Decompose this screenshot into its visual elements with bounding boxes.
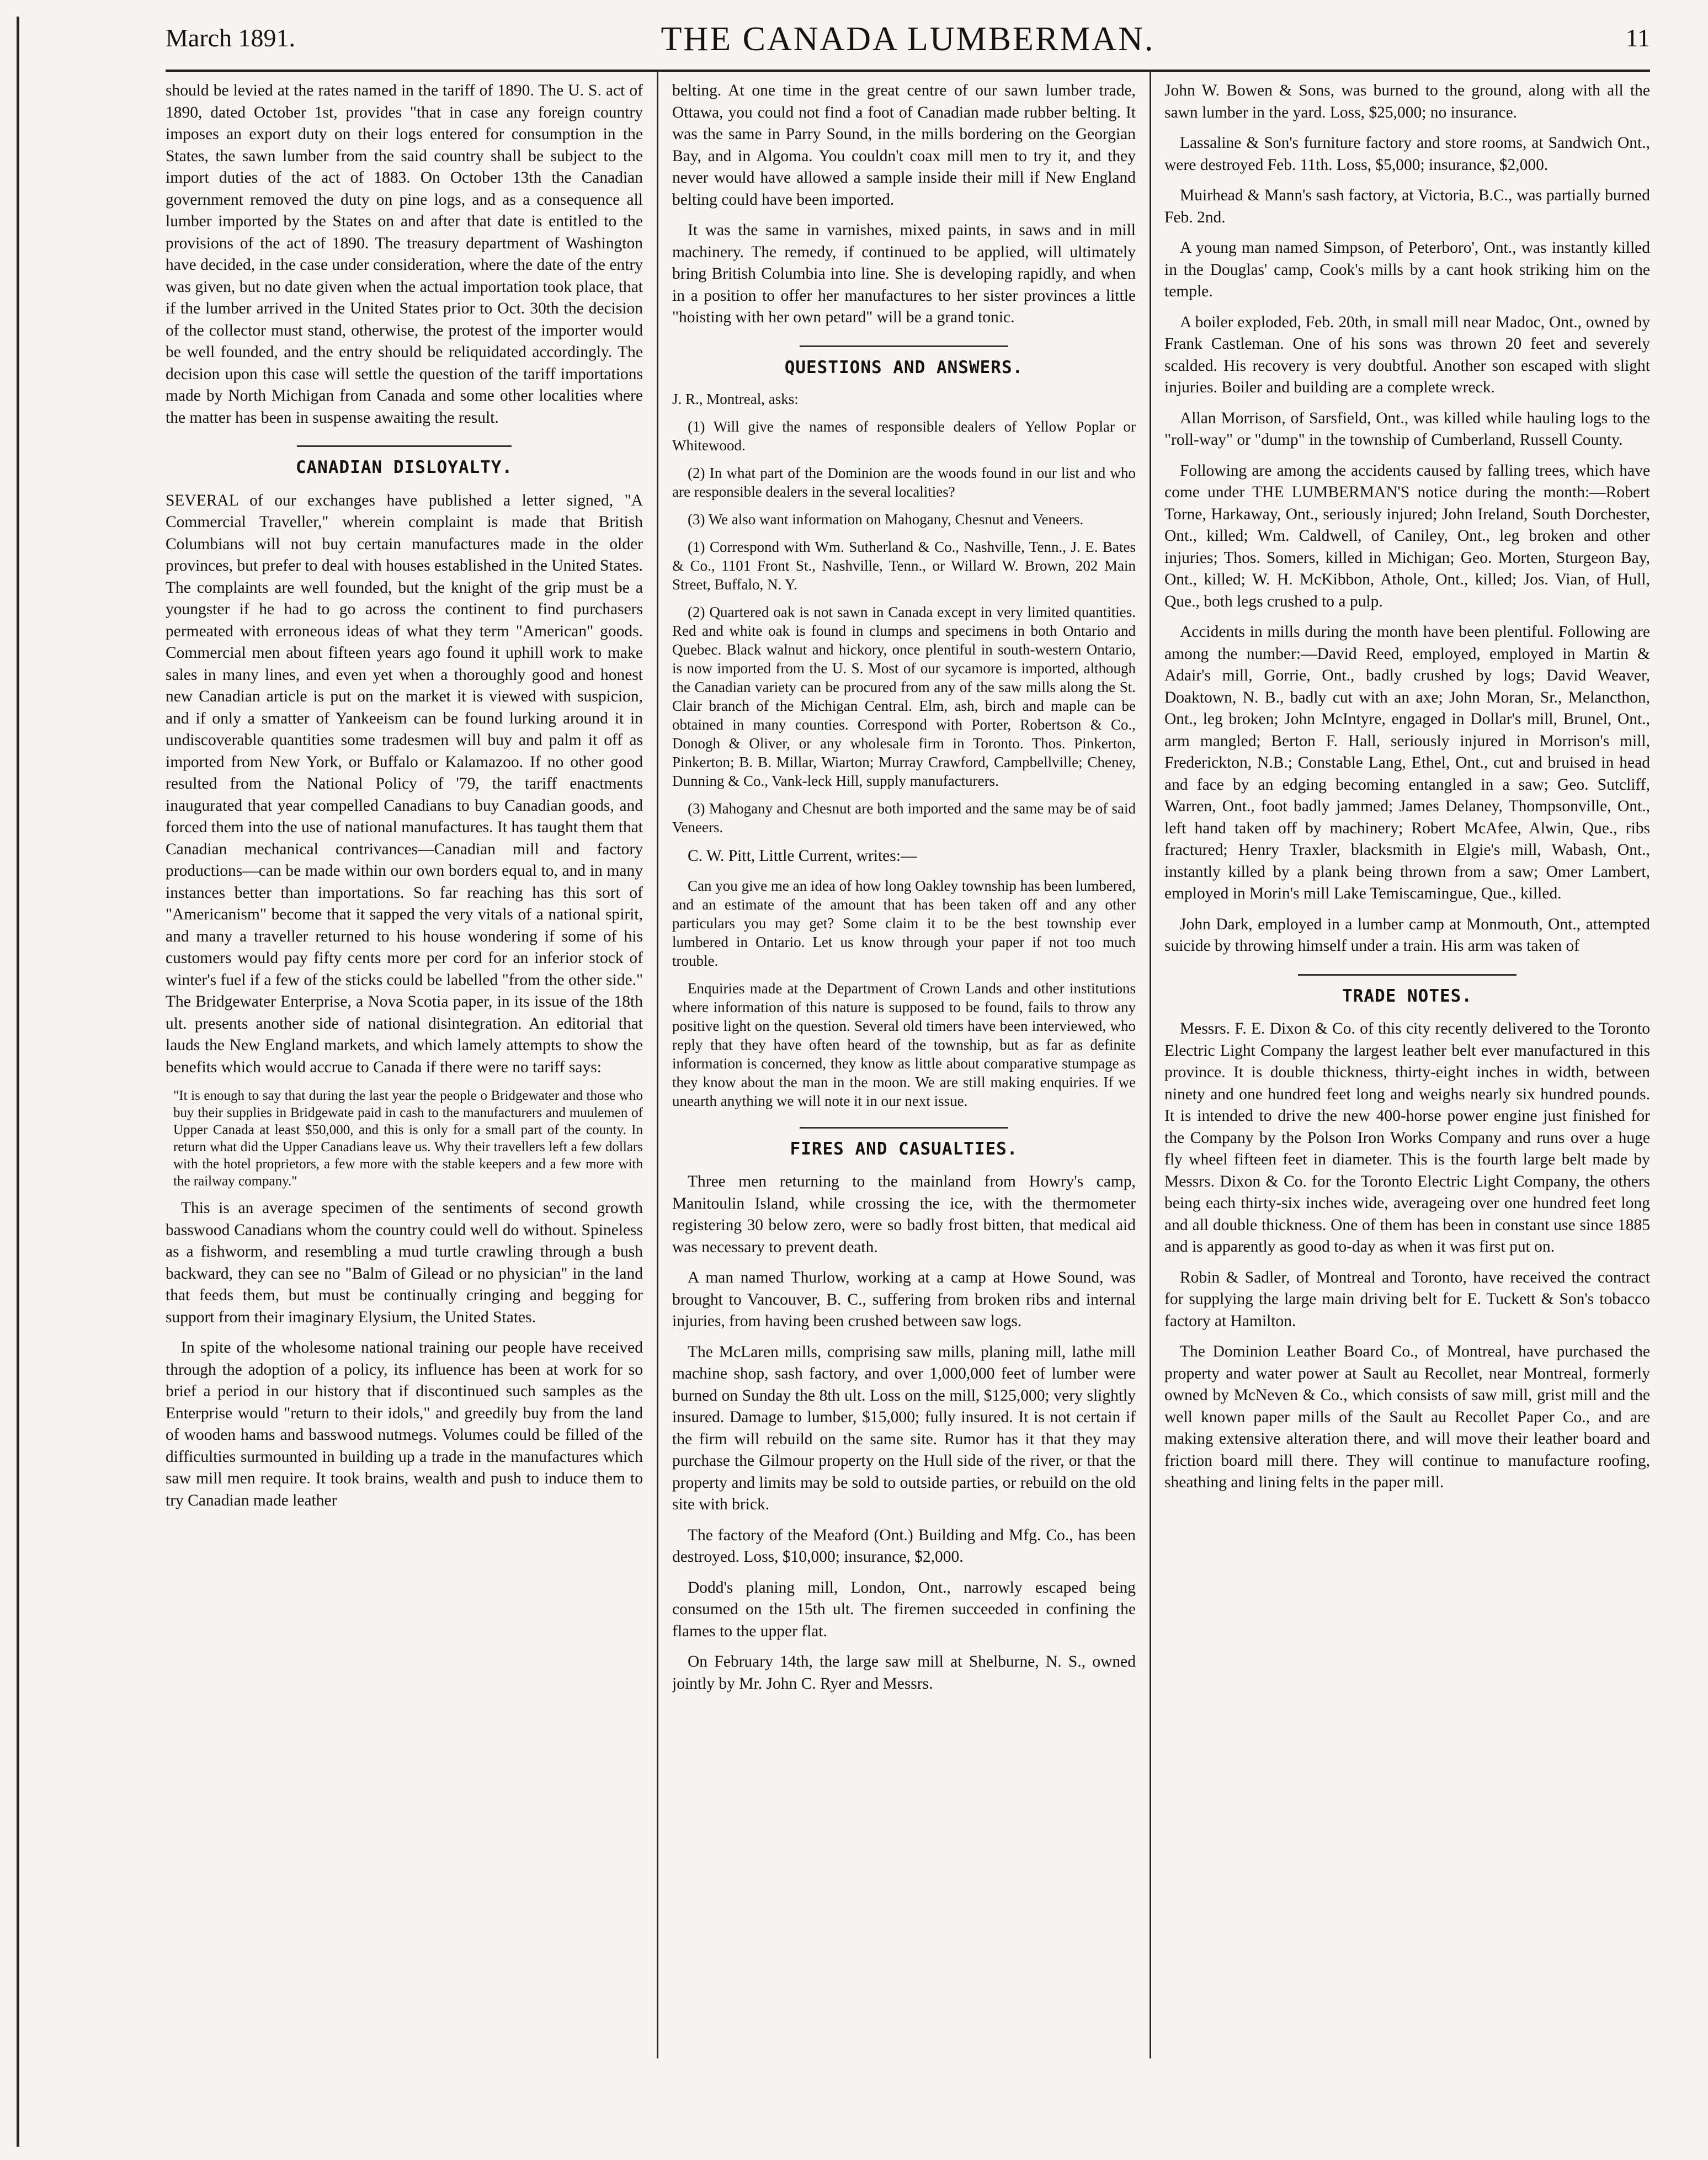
- casualty-paragraph: On February 14th, the large saw mill at Shelburne, N. S., owned jointly by Mr. John C. Ryer and Messrs.: [672, 1653, 1136, 1693]
- casualty-paragraph: Dodd's planing mill, London, Ont., narrowly escaped being consumed on the 15th ult. The firemen succeeded in confining the flames to the upper flat.: [672, 1578, 1136, 1640]
- disloyalty-paragraph: SEVERAL of our exchanges have published a letter signed, "A Commercial Traveller," wherein complaint is made that British Columbians will not buy certain manufactures made in the older provinces, but prefer to deal with houses established in the United States. The complaints are well founded, but the knight of the grip must be a youngster if he had to go across the continent to find purchasers permeated with erroneous ideas of what they term "American" goods. Commercial men about fifteen years ago found it uphill work to make sales in many lines, and even yet when a thoroughly good and honest new Canadian article is put on the market it is viewed with suspicion, and if only a smatter of Yankeeism can be found lurking around it in undiscoverable quantities some tradesmen will buy and palm it off as imported from New York, or Buffalo or Kalamazoo. If no other good resulted from the National Policy of '79, the tariff enactments inaugurated that year compelled Canadians to buy Canadian goods, and forced them into the use of national manufactures. It has taught them that Canadian mechanical contrivances—Canadian mill and factory productions—can be made within our own borders equal to, and in many instances better than importations. So far reaching has this sort of "Americanism" become that it sapped the very vitals of a national spirit, and many a traveller returned to his house wondering if some of his customers would pay fifty cents more per cord for an inferior stock of winter's fuel if a few of the sticks could be labelled "from the other side." The Bridgewater Enterprise, a Nova Scotia paper, in its issue of the 18th ult. presents another side of national disintegration. An editorial that lauds the New England markets, and which lamely attempts to show the benefits which would accrue to Canada if there were no tariff says:: [166, 491, 643, 1076]
- casualty-paragraph: A young man named Simpson, of Peterboro', Ont., was instantly killed in the Douglas' camp, Cook's mills by a cant hook striking him on the temple.: [1164, 239, 1650, 300]
- answer-item: Enquiries made at the Department of Crown Lands and other institutions where information of this nature is supposed to be found, fails to throw any positive light on the question. Several old timers have been interviewed, who reply that they have often heard of the township, but as far as definite information is concerned, they know as little about comparative stumpage as they know about the man in the moon. We are still making enquiries. If we unearth anything we will note it in our next issue.: [672, 980, 1136, 1109]
- casualty-paragraph: John W. Bowen & Sons, was burned to the ground, along with all the sawn lumber in the yard. Loss, $25,000; no insurance.: [1164, 82, 1650, 121]
- casualty-paragraph: The McLaren mills, comprising saw mills, planing mill, lathe mill machine shop, sash factory, and over 1,000,000 feet of lumber were burned on Sunday the 8th ult. Loss on the mill, $125,000; very slightly insured. Damage to lumber, $15,000; fully insured. It is not certain if the firm will rebuild on the same site. Rumor has it that they may purchase the Gilmour property on the Hull side of the river, or that the property and limits may be sold to outside parties, or rebuild on the old site with brick.: [672, 1343, 1136, 1513]
- heading-canadian-disloyalty: CANADIAN DISLOYALTY.: [166, 445, 643, 479]
- answer-item: (1) Correspond with Wm. Sutherland & Co., Nashville, Tenn., J. E. Bates & Co., 1101 Front St., Nashville, Tenn., or Willard W. Brown, 202 Main Street, Buffalo, N. Y.: [672, 539, 1136, 593]
- belting-paragraph: belting. At one time in the great centre of our sawn lumber trade, Ottawa, you could not find a foot of Canadian made rubber belting. It was the same in Parry Sound, in the mills bordering on the Georgian Bay, and in Algoma. You couldn't coax mill men to try it, and they never would have allowed a sample inside their mill if New England belting could have been imported.: [672, 82, 1136, 209]
- column-divider: [1150, 72, 1151, 2058]
- column-3: [1164, 80, 1650, 2058]
- issue-date: March 1891.: [166, 24, 296, 52]
- question-item: (2) In what part of the Dominion are the woods found in our list and who are responsible dealers in the several localities?: [672, 465, 1136, 500]
- casualty-paragraph: Three men returning to the mainland from Howry's camp, Manitoulin Island, while crossing the ice, with the thermometer registering 30 below zero, were so badly frost bitten, that medical aid was necessary to prevent death.: [672, 1173, 1136, 1256]
- casualty-paragraph: Accidents in mills during the month have been plentiful. Following are among the number:—David Reed, employed, employed in Martin & Adair's mill, Gorrie, Ont., badly crushed by logs; David Weaver, Doaktown, N. B., badly cut with an axe; John Moran, Sr., Melancthon, Ont., leg broken; John McIntyre, engaged in Dollar's mill, Brunel, Ont., arm mangled; Berton F. Hall, seriously injured in Morrison's mill, Frederickton, N.B.; Constable Lang, Ethel, Ont., cut and bruised in head and face by an edging becoming entangled in a saw; Geo. Sutcliff, Warren, Ont., foot badly jammed; James Delaney, Thompsonville, Ont., left hand taken off by machinery; Robert McAfee, Alwin, Que., ribs fractured; Henry Traxler, blacksmith in Elgie's mill, Wabash, Ont., instantly killed by a plank being thrown from a saw; Omer Lambert, employed in Morin's mill Lake Temiscamingue, Que., killed.: [1164, 623, 1650, 902]
- disloyalty-paragraph: In spite of the wholesome national training our people have received through the adoption of a policy, its influence has been at work for so brief a period in our history that if discontinued such samples as the Enterprise would "return to their idols," and greedily buy from the land of wooden hams and basswood nutmegs. Volumes could be filled of the difficulties surmounted in building up a trade in the manufactures which saw mill men require. It took brains, wealth and push to induce them to try Canadian made leather: [166, 1339, 643, 1509]
- question-intro: C. W. Pitt, Little Current, writes:—: [688, 847, 917, 865]
- casualty-paragraph: Following are among the accidents caused by falling trees, which have come under THE LUMBERMAN'S notice during the month:—Robert Torne, Harkaway, Ont., seriously injured; John Ireland, South Dorchester, Ont., killed; Wm. Caldwell, of Caniley, Ont., leg broken and other injuries; Thos. Somers, killed in Michigan; Geo. Morten, Sturgeon Bay, Ont., killed; W. H. McKibbon, Athole, Ont., killed; Jos. Vian, of Hull, Que., both legs crushed to a pulp.: [1164, 461, 1650, 610]
- tariff-paragraph: should be levied at the rates named in the tariff of 1890. The U. S. act of 1890, dated October 1st, provides "that in case any foreign country imposes an export duty on their logs entered for consumption in the States, the sawn lumber from the said country shall be subject to the import duties of the act of 1883. On October 13th the Canadian government removed the duty on pine logs, and as a consequence all lumber imported by the States on and after that date is entitled to the provisions of the act of 1890. The treasury department of Washington have decided, in the case under consideration, where the date of the entry was given, but no date given when the actual importation took place, that if the lumber arrived in the United States prior to Oct. 30th the decision of the collector must stand, otherwise, the protest of the importer would be well founded, and the entry should be reliquidated accordingly. The decision upon this case will settle the question of the tariff importations made by North Michigan from Canada and some other localities where the matter has been in suspense awaiting the result.: [166, 82, 643, 427]
- casualty-paragraph: A boiler exploded, Feb. 20th, in small mill near Madoc, Ont., owned by Frank Castleman. One of his sons was thrown 20 feet and severely scalded. His recovery is very doubtful. Another son escaped with slight injuries. Boiler and building are a complete wreck.: [1164, 313, 1650, 396]
- column-1: [166, 80, 643, 2058]
- casualty-paragraph: A man named Thurlow, working at a camp at Howe Sound, was brought to Vancouver, B. C., suffering from broken ribs and internal injuries, from having been crushed between saw logs.: [672, 1269, 1136, 1330]
- heading-trade-notes: TRADE NOTES.: [1164, 974, 1650, 1008]
- heading-questions-answers: QUESTIONS AND ANSWERS.: [672, 345, 1136, 379]
- column-divider: [657, 72, 658, 2058]
- question-item: Can you give me an idea of how long Oakley township has been lumbered, and an estimate of the amount that has been taken off and any other particulars you may get? Some claim it to be the best township ever lumbered in Ontario. Let us know through your paper if not too much trouble.: [672, 877, 1136, 969]
- disloyalty-paragraph: This is an average specimen of the sentiments of second growth basswood Canadians whom the country could well do without. Spineless as a fishworm, and resembling a mud turtle crawling through a bush backward, they can see no "Balm of Gilead or no physician" in the land that feeds them, but must be continually cringing and begging for support from their imaginary Elysium, the United States.: [166, 1199, 643, 1326]
- column-2: [672, 80, 1136, 2058]
- header-rule: [166, 70, 1650, 72]
- question-intro: J. R., Montreal, asks:: [672, 391, 799, 407]
- binding-edge: [17, 17, 19, 2147]
- enterprise-quote: "It is enough to say that during the last year the people o Bridgewater and those who buy their supplies in Bridgewate paid in cash to the manufacturers and muulemen of Upper Canada at least $50,000, and this is only for a small part of the county. In return what did the Upper Canadians leave us. Why their travellers left a few dollars with the hotel proprietors, a few more with the stable keepers and a few more with the railway company.": [173, 1088, 643, 1189]
- question-item: (3) We also want information on Mahogany, Chesnut and Veneers.: [688, 511, 1084, 528]
- casualty-paragraph: Lassaline & Son's furniture factory and store rooms, at Sandwich Ont., were destroyed Feb. 11th. Loss, $5,000; insurance, $2,000.: [1164, 134, 1650, 174]
- page-number: 11: [1625, 24, 1650, 52]
- casualty-paragraph: Allan Morrison, of Sarsfield, Ont., was killed while hauling logs to the "roll-way" or "dump" in the township of Cumberland, Russell County.: [1164, 409, 1650, 449]
- heading-fires-casualties: FIRES AND CASUALTIES.: [672, 1127, 1136, 1161]
- casualty-paragraph: The factory of the Meaford (Ont.) Building and Mfg. Co., has been destroyed. Loss, $10,000; insurance, $2,000.: [672, 1526, 1136, 1566]
- answer-item: (2) Quartered oak is not sawn in Canada except in very limited quantities. Red and white oak is found in clumps and specimens in both Ontario and Quebec. Black walnut and hickory, once plentiful in south-western Ontario, is now imported from the U. S. Most of our sycamore is imported, although the Canadian variety can be procured from any of the saw mills along the St. Clair branch of the Michigan Central. Elm, ash, birch and maple can be obtained in many counties. Correspond with Porter, Robertson & Co., Donogh & Oliver, or any wholesale firm in Toronto. Thos. Pinkerton, Pinkerton; B. B. Millar, Wiarton; Murray Crawford, Campbellville; Cheney, Dunning & Co., Vank-leck Hill, supply manufacturers.: [672, 604, 1136, 789]
- question-item: (1) Will give the names of responsible dealers of Yellow Poplar or Whitewood.: [672, 418, 1136, 454]
- trade-note: Messrs. F. E. Dixon & Co. of this city recently delivered to the Toronto Electric Light Company the largest leather belt ever manufactured in this province. It is double thickness, thirty-eight inches in width, between ninety and one hundred feet long and weighs nearly six hundred pounds. It is intended to drive the new 400-horse power engine just finished for the Company by the Polson Iron Works Company and runs over a huge fly wheel fifteen feet in diameter. This is the fourth large belt made by Messrs. Dixon & Co. for the Toronto Electric Light Company, the others being each thirty-six inches wide, averageing over one hundred feet long and all double thickness. One of them has been in constant use since 1885 and is apparently as good to-day as when it was first put on.: [1164, 1020, 1650, 1255]
- trade-note: The Dominion Leather Board Co., of Montreal, have purchased the property and water power at Sault au Recollet, near Montreal, formerly owned by McNeven & Co., which consists of saw mill, grist mill and the well known paper mills of the Sault au Recollet Paper Co., and are making extensive alteration there, and will move their leather board and friction board mill there. They will continue to manufacture roofing, sheathing and lining felts in the paper mill.: [1164, 1343, 1650, 1491]
- belting-paragraph: It was the same in varnishes, mixed paints, in saws and in mill machinery. The remedy, if continued to be applied, will ultimately bring British Columbia into line. She is developing rapidly, and when in a position to offer her manufactures to her sister provinces a little "hoisting with her own petard" will be a grand tonic.: [672, 221, 1136, 326]
- newspaper-title: THE CANADA LUMBERMAN.: [661, 20, 1155, 58]
- casualty-paragraph: Muirhead & Mann's sash factory, at Victoria, B.C., was partially burned Feb. 2nd.: [1164, 187, 1650, 226]
- masthead: [166, 20, 1650, 62]
- trade-note: Robin & Sadler, of Montreal and Toronto, have received the contract for supplying the large main driving belt for E. Tuckett & Son's tobacco factory at Hamilton.: [1164, 1268, 1650, 1330]
- answer-item: (3) Mahogany and Chesnut are both imported and the same may be of said Veneers.: [672, 800, 1136, 836]
- casualty-paragraph: John Dark, employed in a lumber camp at Monmouth, Ont., attempted suicide by throwing himself under a train. His arm was taken of: [1164, 915, 1650, 955]
